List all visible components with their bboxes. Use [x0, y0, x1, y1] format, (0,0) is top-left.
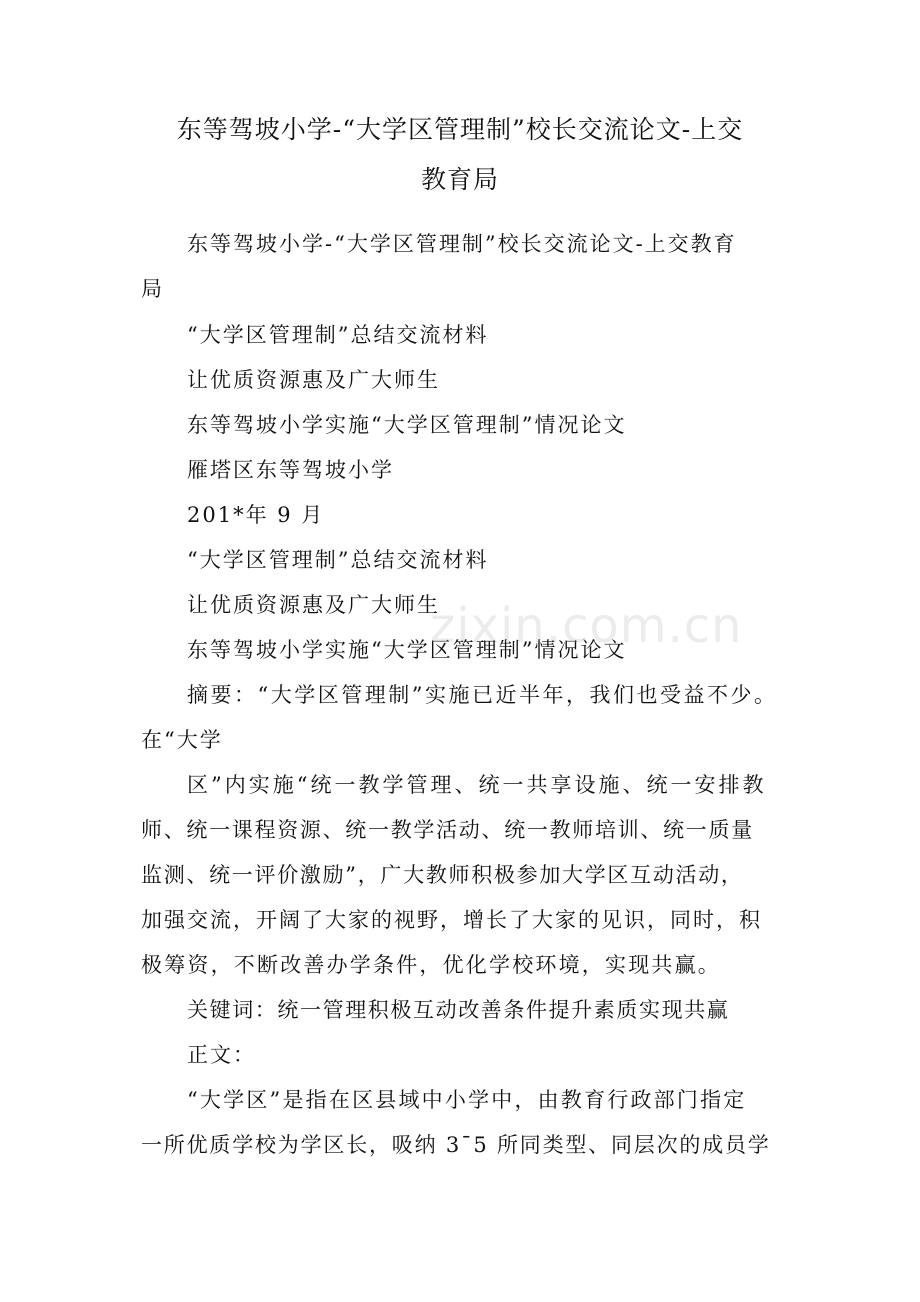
paragraph-line: 东等驾坡小学实施“大学区管理制”情况论文	[187, 638, 627, 662]
paragraph-line: 摘要：“大学区管理制”实施已近半年，我们也受益不少。	[187, 683, 778, 707]
paragraph-line: 东等驾坡小学-“大学区管理制”校长交流论文-上交教育	[187, 232, 737, 256]
paragraph-line: 极筹资，不断改善办学条件，优化学校环境，实现共赢。	[141, 953, 721, 977]
document-title-line-1: 东等驾坡小学-“大学区管理制”校长交流论文-上交	[176, 115, 744, 144]
paragraph-line: 监测、统一评价激励”，广大教师积极参加大学区互动活动，	[141, 863, 744, 887]
paragraph-line: 在“大学	[141, 728, 223, 752]
paragraph-line: 师、统一课程资源、统一教学活动、统一教师培训、统一质量	[141, 818, 754, 842]
paragraph-line: “大学区管理制”总结交流材料	[187, 548, 489, 572]
document-title-line-2: 教育局	[420, 165, 499, 194]
paragraph-line: 区”内实施“统一教学管理、统一共享设施、统一安排教	[187, 773, 767, 797]
paragraph-line: 一所优质学校为学区长，吸纳 3¯5 所同类型、同层次的成员学	[141, 1133, 771, 1157]
paragraph-line: “大学区”是指在区县域中小学中，由教育行政部门指定	[187, 1088, 747, 1112]
paragraph-line: 正文：	[187, 1043, 256, 1067]
paragraph-line: 加强交流，开阔了大家的视野，增长了大家的见识，同时，积	[141, 908, 762, 932]
paragraph-line: 东等驾坡小学实施“大学区管理制”情况论文	[187, 413, 627, 437]
paragraph-line: 雁塔区东等驾坡小学	[187, 458, 394, 482]
paragraph-line: 201*年 9 月	[187, 503, 325, 527]
paragraph-line: 让优质资源惠及广大师生	[187, 368, 440, 392]
paragraph-line: 让优质资源惠及广大师生	[187, 593, 440, 617]
paragraph-line: “大学区管理制”总结交流材料	[187, 323, 489, 347]
watermark: zixin.com.cn	[430, 598, 743, 654]
paragraph-line: 关键词：统一管理积极互动改善条件提升素质实现共赢	[187, 998, 730, 1022]
paragraph-line: 局	[141, 277, 164, 301]
